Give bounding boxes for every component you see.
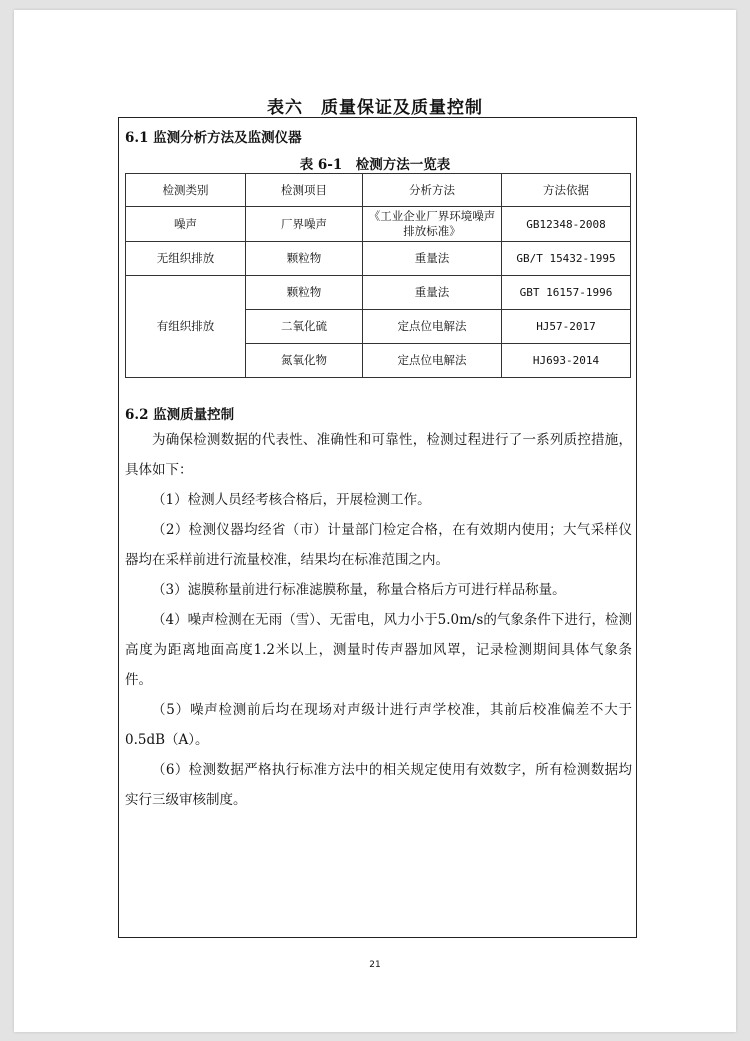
table-cell-method: 重量法 — [363, 276, 502, 310]
column-header: 分析方法 — [363, 174, 502, 207]
table-row — [126, 276, 631, 310]
list-item: （3）滤膜称量前进行标准滤膜称量，称量合格后方可进行样品称量。 — [152, 582, 566, 598]
column-header: 检测类别 — [126, 174, 246, 207]
table-cell-item: 颗粒物 — [246, 276, 363, 310]
table-cell-method: 重量法 — [363, 242, 502, 276]
table-cell-category: 有组织排放 — [126, 276, 246, 378]
section-heading-6-1: 6.1 监测分析方法及监测仪器 — [125, 130, 302, 146]
table-cell-category: 噪声 — [126, 207, 246, 242]
table-cell-item: 二氧化硫 — [246, 310, 363, 344]
intro-paragraph: 为确保检测数据的代表性、准确性和可靠性，检测过程进行了一系列质控措施，具体如下： — [125, 432, 632, 478]
list-item: （6）检测数据严格执行标准方法中的相关规定使用有效数字，所有检测数据均实行三级审核制度。 — [125, 762, 632, 808]
page-number: 21 — [369, 960, 381, 970]
table-row — [126, 207, 631, 242]
list-item: （2）检测仪器均经省（市）计量部门检定合格，在有效期内使用；大气采样仪器均在采样前进行流量校准，结果均在标准范围之内。 — [125, 522, 632, 568]
column-header: 方法依据 — [502, 174, 631, 207]
table-cell-method: 《工业企业厂界环境噪声排放标准》 — [363, 207, 502, 242]
table-caption: 表 6-1 检测方法一览表 — [299, 157, 451, 173]
table-cell-category: 无组织排放 — [126, 242, 246, 276]
table-cell-basis: HJ693-2014 — [502, 344, 631, 378]
section-heading-6-2: 6.2 监测质量控制 — [125, 407, 235, 423]
table-cell-item: 颗粒物 — [246, 242, 363, 276]
table-header-row — [126, 174, 631, 207]
table-cell-basis: GB12348-2008 — [502, 207, 631, 242]
table-cell-basis: HJ57-2017 — [502, 310, 631, 344]
table-cell-item: 氮氧化物 — [246, 344, 363, 378]
document-title: 表六 质量保证及质量控制 — [267, 98, 483, 118]
list-item: （5）噪声检测前后均在现场对声级计进行声学校准，其前后校准偏差不大于0.5dB（A）。 — [125, 702, 632, 748]
table-cell-basis: GB/T 15432-1995 — [502, 242, 631, 276]
table-cell-basis: GBT 16157-1996 — [502, 276, 631, 310]
table-cell-method: 定点位电解法 — [363, 310, 502, 344]
table-cell-method: 定点位电解法 — [363, 344, 502, 378]
table-cell-item: 厂界噪声 — [246, 207, 363, 242]
methods-table — [125, 173, 631, 378]
table-row — [126, 242, 631, 276]
list-item: （4）噪声检测在无雨（雪）、无雷电，风力小于5.0m/s的气象条件下进行，检测高度为距离地面高度1.2米以上，测量时传声器加风罩，记录检测期间具体气象条件。 — [125, 612, 632, 688]
quality-control-body — [125, 425, 632, 815]
list-item: （1）检测人员经考核合格后，开展检测工作。 — [152, 492, 431, 508]
column-header: 检测项目 — [246, 174, 363, 207]
